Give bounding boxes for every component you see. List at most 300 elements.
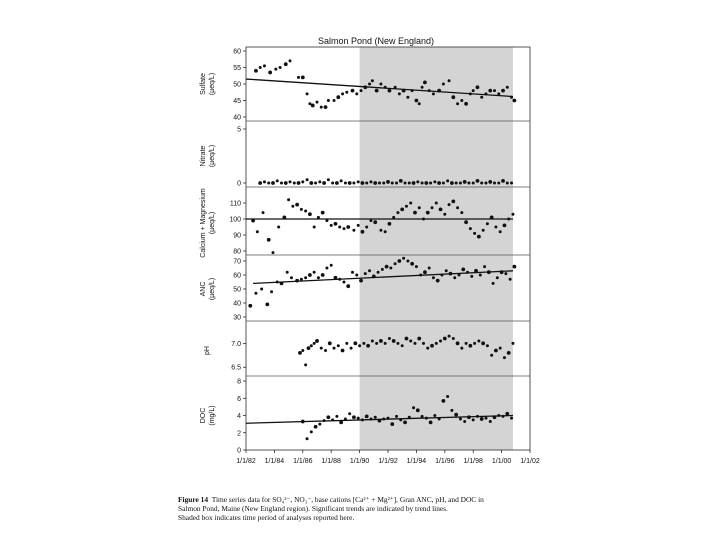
data-point [448,79,451,82]
data-point [448,203,451,206]
y-tick-label: 40 [233,300,241,308]
data-point [331,418,334,421]
y-tick-label: 0 [237,180,241,188]
y-tick-label: 4 [237,413,241,420]
data-point [402,257,405,260]
data-point [369,180,372,183]
data-point [392,339,396,343]
data-point [274,68,277,71]
y-tick-label: 30 [233,314,241,322]
data-point [324,105,328,109]
shaded-period-box [360,47,513,450]
data-point [501,89,505,93]
data-point [395,415,398,418]
y-axis-label: (µeq/L) [209,72,216,96]
data-point [451,95,455,99]
data-point [335,181,339,185]
data-point [408,182,411,185]
data-point [416,408,420,412]
data-point [276,179,279,182]
data-point [258,181,262,185]
data-point [365,226,368,229]
data-point [338,226,341,229]
data-point [262,211,265,214]
y-axis-label: pH [204,346,211,355]
data-point [352,415,356,419]
data-point [423,80,427,84]
data-point [375,89,379,93]
y-axis-label: Nitrate [200,145,207,167]
data-point [422,342,425,345]
data-point [421,86,424,89]
data-point [363,85,367,89]
data-point [361,230,365,234]
data-point [442,182,445,185]
data-point [433,414,436,417]
data-point [331,182,334,185]
data-point [352,229,355,232]
data-point [419,274,422,277]
data-point [311,104,315,108]
y-tick-label: 2 [237,430,241,438]
data-point [428,267,431,270]
data-point [324,349,327,352]
data-point [429,421,433,425]
data-point [452,337,455,340]
data-point [463,420,466,423]
data-point [395,182,398,185]
data-point [369,219,372,222]
data-point [437,89,441,93]
x-tick-label: 1/1/88 [321,458,341,465]
data-point [448,335,451,338]
data-point [473,232,476,235]
y-tick-label: 5 [237,126,241,134]
data-point [384,230,387,233]
data-point [308,273,312,277]
data-point [345,342,348,345]
data-point [301,420,305,424]
data-point [397,259,401,263]
data-point [426,347,429,350]
data-point [364,272,367,275]
data-point [358,344,361,347]
data-point [310,430,313,433]
data-point [267,182,270,185]
data-point [484,182,487,185]
data-point [409,202,412,205]
data-point [459,417,462,420]
data-point [361,181,365,185]
data-point [379,339,383,343]
x-axis [236,447,540,465]
data-point [327,178,330,181]
data-point [268,71,272,75]
data-point [280,182,283,185]
data-point [309,181,313,185]
data-point [336,95,340,99]
data-point [295,203,299,207]
data-point [469,227,472,230]
data-point [369,417,372,420]
data-point [421,415,424,418]
data-point [394,262,397,265]
data-point [301,76,305,80]
data-point [286,271,289,274]
data-point [289,180,292,183]
data-point [494,349,498,353]
data-point [409,339,412,342]
data-point [293,182,296,185]
data-point [398,92,401,95]
y-tick-label: 80 [233,248,241,256]
data-point [306,92,309,95]
data-point [484,92,487,95]
data-point [439,208,443,212]
y-tick-label: 70 [233,258,241,266]
data-point [300,208,303,211]
data-point [493,89,496,92]
data-point [405,337,409,341]
data-point [507,218,510,221]
data-point [316,101,319,104]
data-point [334,276,338,280]
data-point [489,420,492,423]
data-point [279,66,282,69]
data-point [432,276,435,279]
data-point [304,363,307,366]
data-point [377,271,380,274]
data-point [412,406,415,409]
data-point [480,96,483,99]
data-point [472,418,475,421]
data-point [425,417,428,420]
data-point [476,179,480,183]
data-point [443,337,447,341]
data-point [476,415,479,418]
data-point [501,179,505,183]
data-point [387,417,390,420]
data-point [313,342,316,345]
data-point [487,270,491,274]
data-point [357,224,360,227]
data-point [497,92,500,95]
data-point [460,347,463,350]
data-point [505,412,509,416]
data-point [461,268,465,272]
data-point [490,354,493,357]
data-point [297,76,300,79]
data-point [267,238,271,242]
data-point [431,206,434,209]
data-point [308,212,312,216]
data-point [399,418,402,421]
data-point [503,356,506,359]
data-point [350,347,353,350]
data-point [317,276,320,279]
data-point [298,351,302,355]
data-point [344,417,347,420]
data-point [379,229,382,232]
y-tick-label: 6 [237,395,241,403]
data-point [307,346,311,350]
data-point [337,344,340,347]
data-point [460,99,463,102]
y-tick-label: 50 [233,286,241,294]
data-point [321,273,325,277]
data-point [341,349,345,353]
data-point [388,89,392,93]
data-point [326,415,330,419]
data-point [467,415,471,419]
y-axis-label: (µeq/L) [209,144,216,168]
data-point [368,269,371,272]
data-point [428,89,431,92]
data-point [482,229,485,232]
data-point [415,265,418,268]
data-point [271,181,275,185]
data-point [396,342,399,345]
data-point [500,270,504,274]
data-point [441,399,445,403]
data-point [277,226,280,229]
y-axis-label: ANC [200,281,207,297]
chart-title: Salmon Pond (New England) [317,36,435,46]
data-point [342,227,345,230]
data-point [421,182,424,185]
data-point [295,279,299,283]
y-tick-label: 50 [233,81,241,89]
data-point [426,211,430,215]
data-point [418,102,421,105]
data-point [429,182,432,185]
data-point [511,213,514,216]
data-point [490,216,494,220]
data-point [470,275,473,278]
data-point [418,206,421,209]
data-point [382,417,385,420]
data-point [360,89,363,92]
data-point [405,205,408,208]
data-point [318,180,321,183]
data-point [318,423,321,426]
data-point [423,270,427,274]
y-axis-label: DOC [200,407,207,424]
data-point [359,279,363,283]
data-point [304,276,307,279]
data-point [399,179,403,183]
data-point [443,213,446,216]
data-point [314,425,318,429]
y-tick-label: 0 [237,447,241,455]
data-point [510,417,513,420]
data-point [248,304,252,308]
data-point [375,342,378,345]
data-point [301,180,304,183]
data-point [458,274,461,277]
data-point [284,181,288,185]
data-point [290,276,293,279]
data-point [510,96,513,99]
data-point [265,303,269,307]
data-point [456,102,459,105]
data-point [451,200,455,204]
data-point [483,265,486,268]
data-point [465,342,468,345]
y-axis-label: Sulfate [200,73,207,95]
data-point [284,62,288,66]
data-point [450,409,453,412]
data-point [310,344,313,347]
data-point [486,222,489,225]
data-point [330,264,333,267]
data-point [270,290,273,293]
data-point [378,419,382,423]
data-point [477,235,481,239]
data-point [477,339,480,342]
data-point [276,281,279,284]
data-point [351,271,354,274]
y-tick-label: 90 [233,232,241,240]
data-point [340,179,343,182]
data-point [481,341,485,345]
data-point [384,342,387,345]
data-point [437,181,441,185]
y-tick-label: 60 [233,272,241,280]
data-point [499,347,502,350]
x-tick-label: 1/1/02 [520,458,540,465]
y-axis-label: (µeq/L) [209,211,216,235]
data-point [373,220,377,224]
data-point [446,395,449,398]
data-point [400,208,404,212]
data-point [503,224,507,228]
data-point [304,210,307,213]
x-tick-label: 1/1/00 [491,458,512,465]
x-tick-label: 1/1/90 [349,458,370,465]
data-point [361,418,364,421]
data-point [314,182,317,185]
data-point [339,421,343,425]
data-point [456,341,460,345]
data-point [357,180,360,183]
data-point [368,83,371,86]
x-tick-label: 1/1/94 [406,458,427,465]
data-point [474,269,478,273]
data-point [388,337,391,340]
data-point [344,182,347,185]
data-point [333,347,336,350]
data-point [271,251,274,254]
data-point [416,180,419,183]
data-point [460,211,463,214]
data-point [446,179,449,182]
y-tick-label: 110 [229,200,241,208]
data-point [388,222,392,226]
data-point [466,271,469,274]
data-point [488,89,492,93]
data-point [280,282,284,286]
data-point [413,211,417,215]
data-point [406,96,409,99]
data-point [334,222,338,226]
data-point [497,414,500,417]
data-point [488,180,492,184]
data-point [396,211,399,214]
data-point [509,278,512,281]
data-point [499,230,502,233]
data-point [338,278,341,281]
data-point [507,351,511,355]
data-point [422,218,425,221]
data-point [492,282,495,285]
data-point [362,342,365,345]
data-point [406,260,409,263]
data-point [504,272,507,275]
data-point [494,226,497,229]
data-point [435,342,438,345]
y-axis-label: (µeq/L) [209,277,216,301]
data-point [263,180,266,183]
data-point [317,216,320,219]
data-point [402,89,406,93]
data-point [511,342,514,345]
data-point [251,219,255,223]
data-point [468,344,472,348]
data-point [411,89,414,92]
x-tick-label: 1/1/82 [236,458,256,465]
data-point [300,278,303,281]
data-point [469,92,472,95]
data-point [297,181,301,185]
data-point [315,339,319,343]
data-point [472,182,475,185]
data-point [389,267,392,270]
x-tick-label: 1/1/98 [463,458,483,465]
data-point [413,342,416,345]
data-point [440,274,443,277]
data-point [289,59,292,62]
data-point [417,337,421,341]
data-point [401,344,404,347]
data-point [371,79,374,82]
data-point [479,274,482,277]
data-point [353,341,357,345]
data-point [260,288,263,291]
data-point [306,437,309,440]
data-point [392,216,395,219]
data-point [449,272,453,276]
y-tick-label: 7.0 [231,340,241,348]
data-point [301,349,304,352]
data-point [379,83,382,86]
data-point [459,182,462,185]
data-point [346,225,350,229]
y-axis-label: (mg/L) [209,405,216,426]
data-point [424,181,428,185]
data-point [445,269,448,272]
data-point [345,91,348,94]
data-point [282,216,286,220]
data-point [435,202,438,205]
data-point [456,206,459,209]
data-point [450,181,454,185]
data-point [291,205,294,208]
data-point [404,182,407,185]
data-point [464,102,468,106]
data-point [463,180,467,184]
data-point [335,415,338,418]
